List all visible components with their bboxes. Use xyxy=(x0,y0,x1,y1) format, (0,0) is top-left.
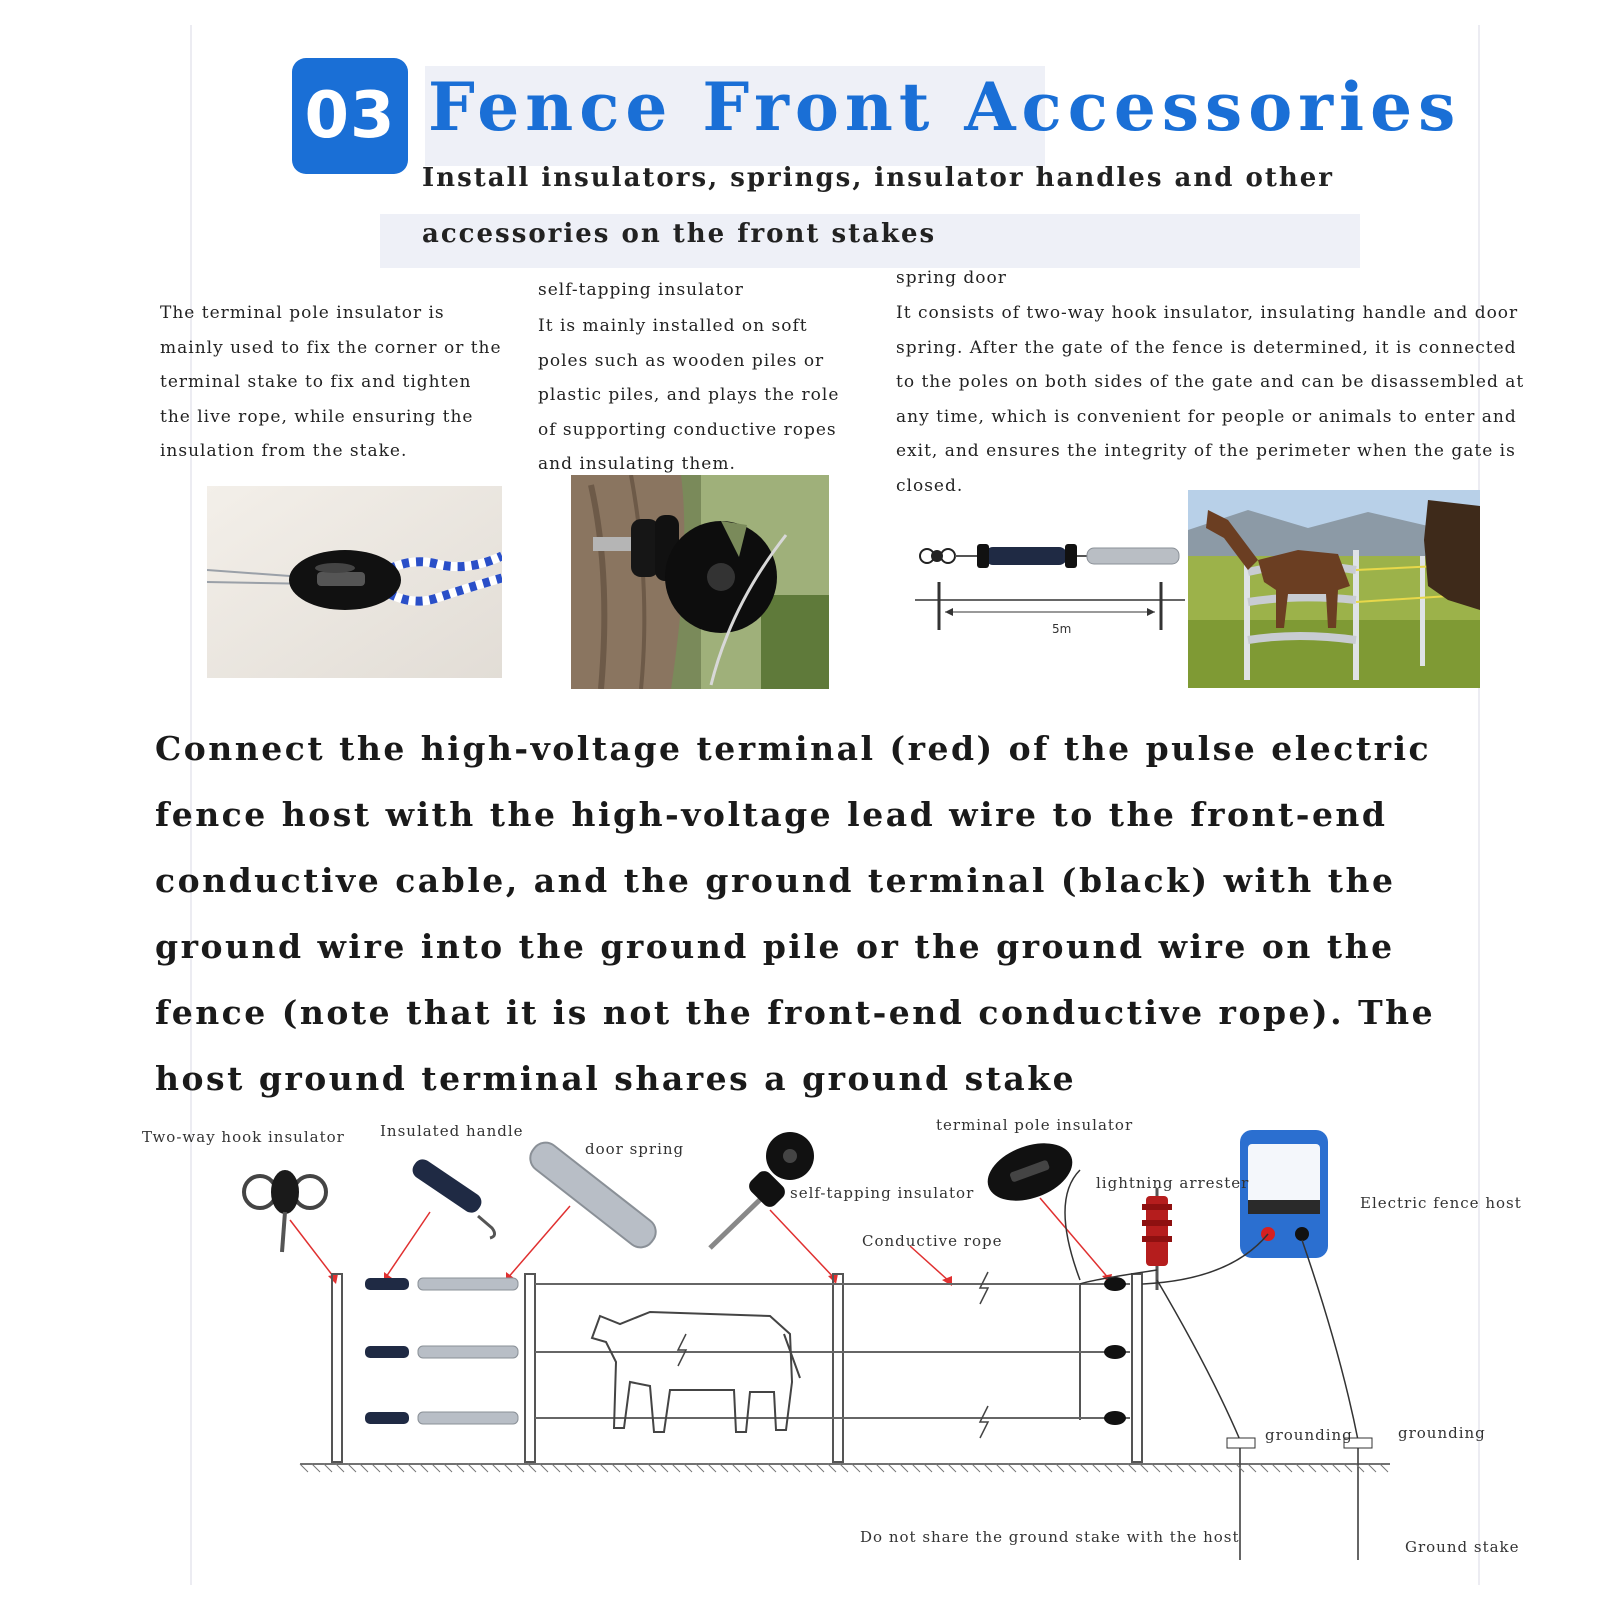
label-conductive-rope: Conductive rope xyxy=(862,1232,1003,1250)
horses-photo xyxy=(1188,490,1480,688)
label-self-tapping: self-tapping insulator xyxy=(790,1184,975,1202)
wiring-instruction: Connect the high-voltage terminal (red) of the pulse electric fence host with the high-voltage lead wire to the front-end conductive cable, and the ground terminal (black) with the ground wire into the ground pile or the ground wire on the fence (note that it is not the front-end conductive rope). The host ground terminal shares a ground stake xyxy=(155,729,1436,1098)
insulated-handle-icon xyxy=(409,1156,494,1238)
terminal-insulator-photo xyxy=(207,486,502,678)
page-subtitle: Install insulators, springs, insulator handles and other accessories on the front stakes xyxy=(422,163,1334,249)
electric-fence-host-icon xyxy=(1240,1130,1328,1258)
label-electric-fence-host: Electric fence host xyxy=(1360,1194,1522,1212)
spring-door-diagram xyxy=(915,530,1185,650)
label-no-share-stake: Do not share the ground stake with the host xyxy=(860,1528,1240,1546)
self-tapping-insulator-photo xyxy=(571,475,829,689)
label-insulated-handle: Insulated handle xyxy=(380,1122,524,1140)
label-terminal-pole: terminal pole insulator xyxy=(936,1116,1134,1134)
two-way-hook-insulator-icon xyxy=(244,1170,326,1252)
spring-door-title: spring door xyxy=(896,268,1007,288)
cow-outline-icon xyxy=(592,1312,800,1432)
section-number-badge: 03 xyxy=(292,58,408,174)
terminal-insulator-description: The terminal pole insulator is mainly used to fix the corner or the terminal stake to fix and tighten the live rope, while ensuring the insulation from the stake. xyxy=(160,303,502,461)
self-tapping-title: self-tapping insulator xyxy=(538,280,744,300)
label-lightning-arrester: lightning arrester xyxy=(1096,1174,1250,1192)
label-two-way-hook: Two-way hook insulator xyxy=(142,1128,345,1146)
label-grounding-1: grounding xyxy=(1265,1426,1353,1444)
self-tapping-description: It is mainly installed on soft poles such as wooden piles or plastic piles, and plays the role of supporting conductive ropes and insulating them. xyxy=(538,316,840,474)
lightning-arrester-icon xyxy=(1142,1188,1172,1290)
wiring-diagram xyxy=(130,1116,1530,1590)
label-door-spring: door spring xyxy=(585,1140,685,1158)
label-ground-stake: Ground stake xyxy=(1405,1538,1520,1556)
distance-label: 5m xyxy=(1052,622,1072,636)
label-grounding-2: grounding xyxy=(1398,1424,1486,1442)
spring-door-description: It consists of two-way hook insulator, insulating handle and door spring. After the gate of the fence is determined, it is connected to the poles on both sides of the gate and can be disassembled at any time, which is convenient for people or animals to enter and exit, and ensures the integrity of the perimeter when the gate is closed. xyxy=(896,303,1525,496)
page-title: Fence Front Accessories xyxy=(428,68,1462,146)
